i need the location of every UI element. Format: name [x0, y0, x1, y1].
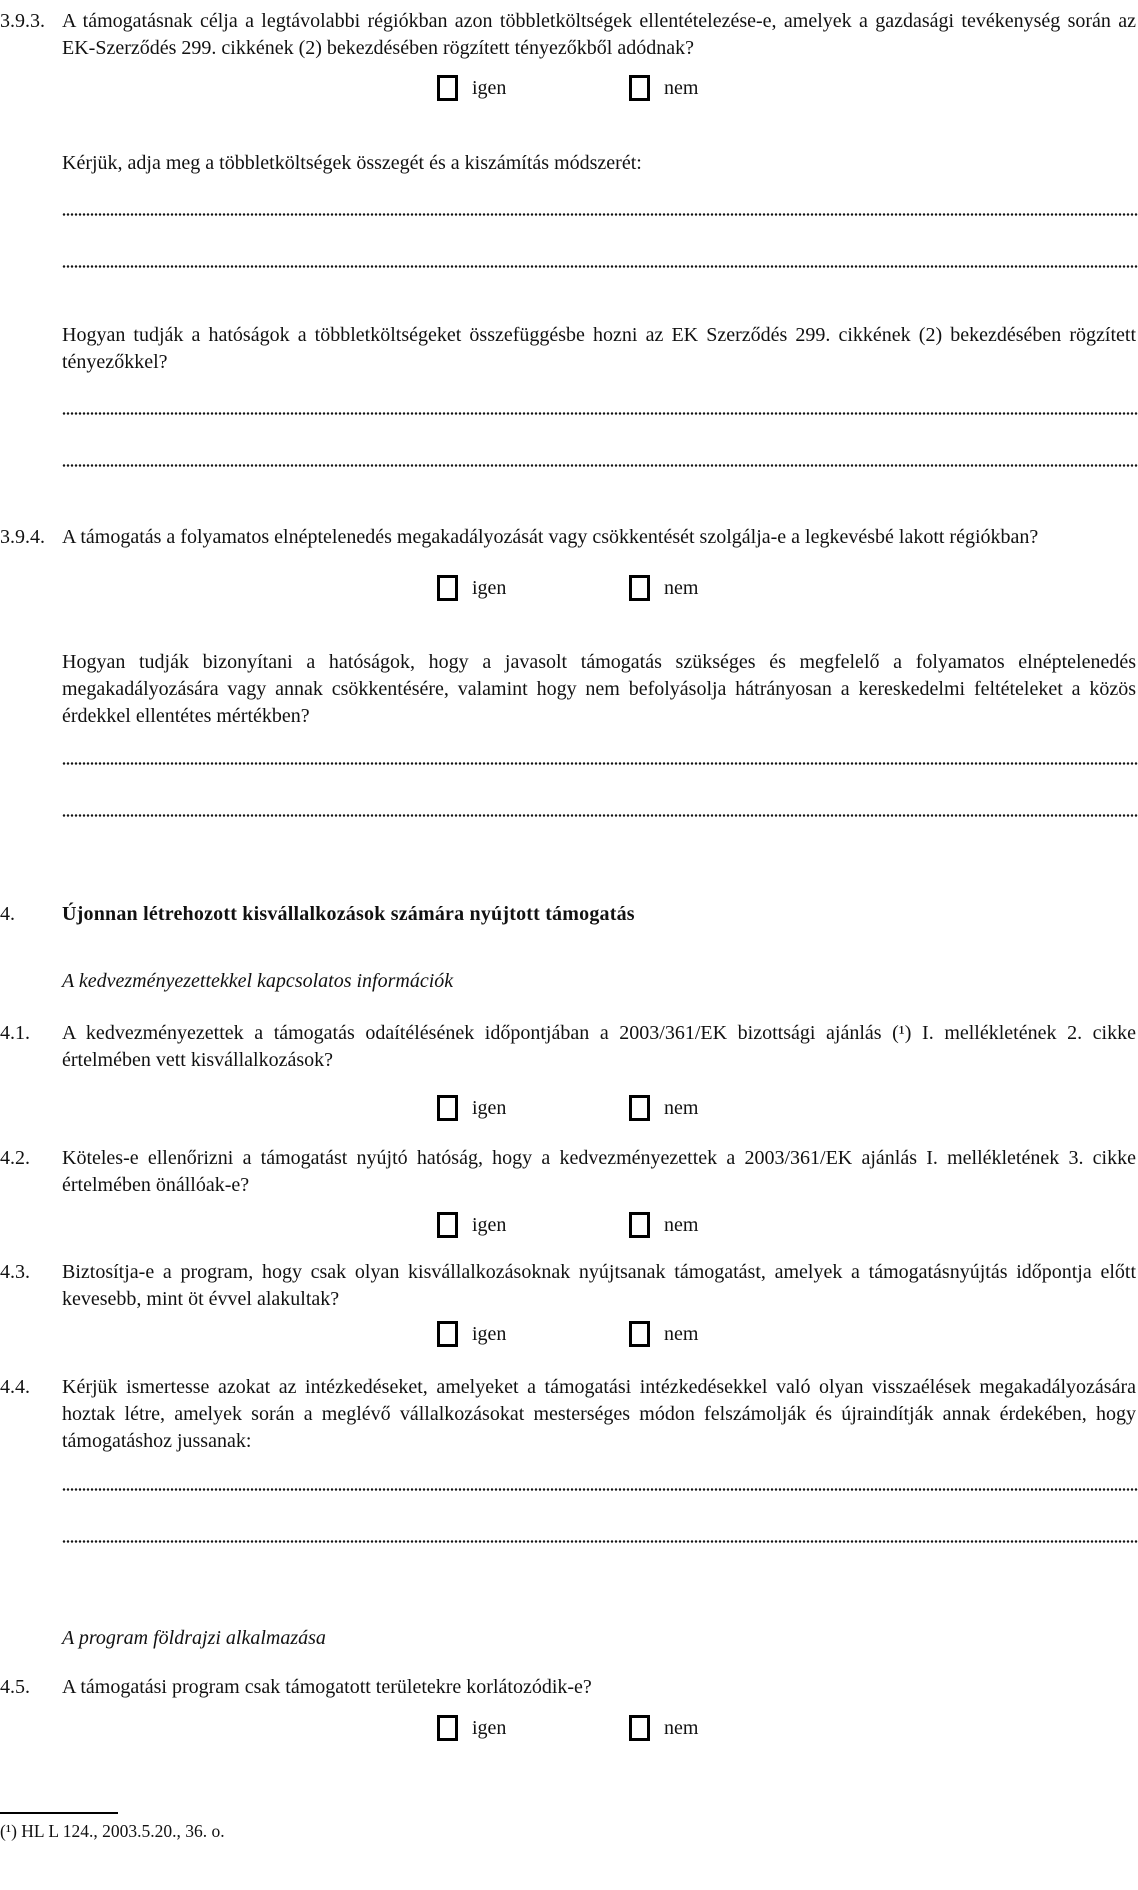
- choice-yes: [437, 1212, 629, 1239]
- section-number: 4.1.: [0, 1022, 30, 1044]
- section-number: 3.9.4.: [0, 526, 45, 548]
- question-text: Kérjük ismertesse azokat az intézkedéseket, amelyeket a támogatási intézkedésekkel való olyan visszaélések megakadályozására hoztak létre, amelyek során a meglévő vállalkozásokat mesterséges módon felszámolják és újraindítják annak érdekében, hogy támogatáshoz jussanak:: [62, 1376, 1136, 1452]
- question-4-1: [0, 1020, 1138, 1074]
- section-number: 3.9.3.: [0, 10, 45, 32]
- no-checkbox[interactable]: [629, 75, 650, 101]
- section-number: 4.2.: [0, 1147, 30, 1169]
- answer-line[interactable]: [62, 1488, 1138, 1491]
- choice-no: [629, 1715, 698, 1742]
- no-label: nem: [664, 1213, 699, 1236]
- section-title: Újonnan létrehozott kisvállalkozások számára nyújtott támogatás: [62, 903, 635, 925]
- no-checkbox[interactable]: [629, 575, 650, 601]
- section-4-heading: [0, 901, 1138, 928]
- choice-no: [629, 75, 698, 102]
- yes-checkbox[interactable]: [437, 1321, 458, 1347]
- yes-label: igen: [472, 1716, 507, 1739]
- choice-no: [629, 1212, 698, 1239]
- choices-3-9-3: [437, 74, 1138, 102]
- no-label: nem: [664, 1716, 699, 1739]
- choice-yes: [437, 1095, 629, 1122]
- answer-line[interactable]: [62, 814, 1138, 817]
- choices-3-9-4: [437, 574, 1138, 602]
- question-4-4: [0, 1374, 1138, 1455]
- answer-line[interactable]: [62, 213, 1138, 216]
- question-text: A támogatási program csak támogatott területekre korlátozódik-e?: [62, 1676, 592, 1698]
- question-text: A kedvezményezettek a támogatás odaítélésének időpontjában a 2003/361/EK bizottsági ajánlás (¹) I. mellékletének 2. cikke értelmében vett kisvállalkozások?: [62, 1022, 1136, 1071]
- answer-line[interactable]: [62, 412, 1138, 415]
- yes-checkbox[interactable]: [437, 1212, 458, 1238]
- choices-4-3: [437, 1320, 1138, 1348]
- answer-line[interactable]: [62, 762, 1138, 765]
- section-number: 4.4.: [0, 1376, 30, 1398]
- no-checkbox[interactable]: [629, 1715, 650, 1741]
- question-4-3: [0, 1259, 1138, 1313]
- no-checkbox[interactable]: [629, 1212, 650, 1238]
- section-number: 4.5.: [0, 1676, 30, 1698]
- no-label: nem: [664, 576, 699, 599]
- yes-checkbox[interactable]: [437, 75, 458, 101]
- yes-checkbox[interactable]: [437, 575, 458, 601]
- no-label: nem: [664, 1096, 699, 1119]
- prompt-3-9-3: Kérjük, adja meg a többletköltségek összegét és a kiszámítás módszerét:: [62, 152, 642, 174]
- subtitle-beneficiaries: A kedvezményezettekkel kapcsolatos információk: [62, 970, 454, 992]
- question-text: Köteles-e ellenőrizni a támogatást nyújtó hatóság, hogy a kedvezményezettek a 2003/361/EK ajánlás I. mellékletének 3. cikke értelmében önállóak-e?: [62, 1147, 1136, 1196]
- no-label: nem: [664, 1322, 699, 1345]
- question-3-9-3: [0, 8, 1138, 62]
- yes-label: igen: [472, 1096, 507, 1119]
- choice-no: [629, 1095, 698, 1122]
- section-number: 4.: [0, 903, 15, 925]
- choice-yes: [437, 575, 629, 602]
- question-text: A támogatás a folyamatos elnéptelenedés megakadályozását vagy csökkentését szolgálja-e a legkevésbé lakott régiókban?: [62, 526, 1039, 548]
- question-text: Biztosítja-e a program, hogy csak olyan kisvállalkozásoknak nyújtsanak támogatást, amelyek a támogatásnyújtás időpontja előtt kevesebb, mint öt évvel alakultak?: [62, 1261, 1136, 1310]
- footnote-rule: [0, 1812, 118, 1814]
- question-4-5: [0, 1674, 1138, 1701]
- footnote: [0, 1812, 1138, 1842]
- choices-4-2: [437, 1211, 1138, 1239]
- question-3-9-4: [0, 524, 1138, 551]
- answer-line[interactable]: [62, 464, 1138, 467]
- yes-checkbox[interactable]: [437, 1095, 458, 1121]
- choice-no: [629, 1321, 698, 1348]
- no-checkbox[interactable]: [629, 1321, 650, 1347]
- choice-yes: [437, 1715, 629, 1742]
- followup-3-9-4: Hogyan tudják bizonyítani a hatóságok, hogy a javasolt támogatás szükséges és megfelelő a folyamatos elnéptelenedés megakadályozására vagy annak csökkentésére, valamint hogy nem befolyásolja hátrányosan a kereskedelmi feltételeket a közös érdekkel ellentétes mértékben?: [62, 651, 1136, 727]
- answer-line[interactable]: [62, 265, 1138, 268]
- no-label: nem: [664, 76, 699, 99]
- yes-label: igen: [472, 1322, 507, 1345]
- choices-4-1: [437, 1094, 1138, 1122]
- footnote-text: (¹) HL L 124., 2003.5.20., 36. o.: [0, 1821, 225, 1841]
- section-number: 4.3.: [0, 1261, 30, 1283]
- choice-yes: [437, 1321, 629, 1348]
- followup-3-9-3: Hogyan tudják a hatóságok a többletköltségeket összefüggésbe hozni az EK Szerződés 299. cikkének (2) bekezdésében rögzített tényezőkkel?: [62, 324, 1136, 373]
- subtitle-geographic: A program földrajzi alkalmazása: [62, 1627, 326, 1649]
- no-checkbox[interactable]: [629, 1095, 650, 1121]
- yes-label: igen: [472, 576, 507, 599]
- yes-label: igen: [472, 76, 507, 99]
- yes-label: igen: [472, 1213, 507, 1236]
- question-text: A támogatásnak célja a legtávolabbi régiókban azon többletköltségek ellentételezése-e, amelyek a gazdasági tevékenység során az EK-Szerződés 299. cikkének (2) bekezdésében rögzített tényezőkből adódnak?: [62, 10, 1136, 59]
- choice-yes: [437, 75, 629, 102]
- question-4-2: [0, 1145, 1138, 1199]
- yes-checkbox[interactable]: [437, 1715, 458, 1741]
- answer-line[interactable]: [62, 1540, 1138, 1543]
- choice-no: [629, 575, 698, 602]
- choices-4-5: [437, 1714, 1138, 1742]
